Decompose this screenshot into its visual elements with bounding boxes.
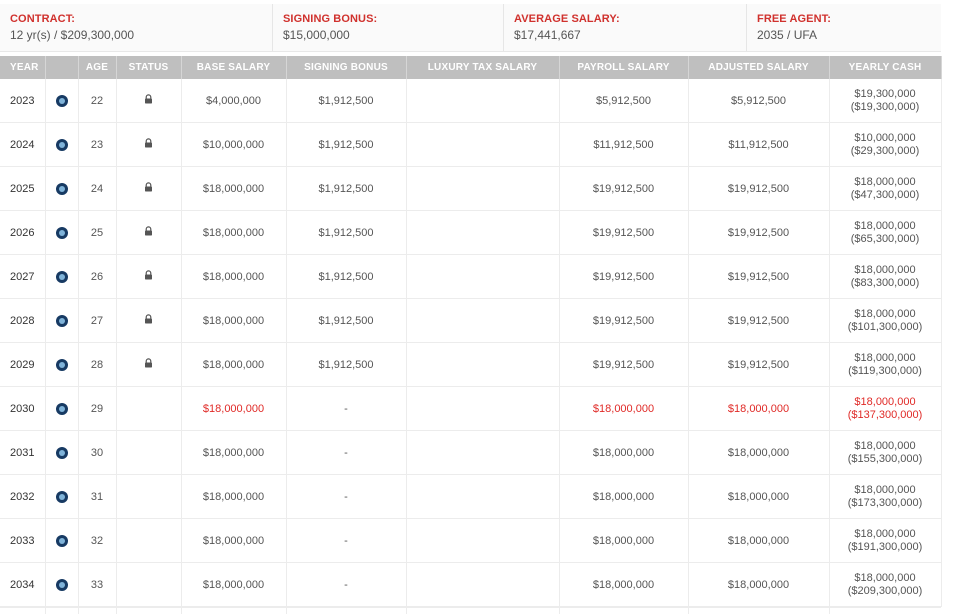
column-header-payroll-salary[interactable]: PAYROLL SALARY: [559, 56, 688, 79]
team-cell: [45, 343, 78, 387]
yearly-cash-cumulative: ($29,300,000): [850, 144, 920, 157]
table-row: [0, 123, 941, 167]
adjusted-salary-cell: $18,000,000: [688, 431, 829, 475]
yearly-cash-value: $18,000,000: [854, 527, 916, 540]
year-cell: 2029: [0, 343, 45, 387]
age-cell: 29: [78, 387, 116, 431]
luxury-tax-salary-cell: [406, 431, 559, 475]
yearly-cash-value: $18,000,000: [854, 483, 916, 496]
team-cell: [45, 123, 78, 167]
table-row: [0, 299, 941, 343]
base-salary-cell: $18,000,000: [181, 343, 286, 387]
age-cell: 31: [78, 475, 116, 519]
column-header-signing-bonus[interactable]: SIGNING BONUS: [286, 56, 406, 79]
year-cell: 2031: [0, 431, 45, 475]
team-cell: [45, 79, 78, 123]
signing-bonus-cell: $1,912,500: [286, 255, 406, 299]
table-body: [0, 79, 941, 607]
yearly-cash-value: $10,000,000: [854, 131, 916, 144]
column-header-luxury-tax-salary[interactable]: LUXURY TAX SALARY: [406, 56, 559, 79]
signing-bonus-cell: $1,912,500: [286, 299, 406, 343]
status-cell: [116, 79, 181, 123]
team-logo-icon[interactable]: [56, 227, 68, 239]
adjusted-salary-cell: $19,912,500: [688, 211, 829, 255]
yearly-cash-cell: [829, 519, 941, 563]
adjusted-salary-cell: $18,000,000: [688, 519, 829, 563]
lock-icon: [144, 314, 153, 327]
lock-icon: [144, 226, 153, 239]
luxury-tax-salary-cell: [406, 343, 559, 387]
yearly-cash-value: $18,000,000: [854, 351, 916, 364]
yearly-cash-value: $18,000,000: [854, 219, 916, 232]
signing-bonus-cell: -: [286, 519, 406, 563]
yearly-cash-cumulative: ($137,300,000): [847, 408, 923, 421]
yearly-cash-value: $18,000,000: [854, 439, 916, 452]
year-cell: 2033: [0, 519, 45, 563]
yearly-cash-cumulative: ($101,300,000): [847, 320, 923, 333]
table-row: [0, 167, 941, 211]
yearly-cash-cumulative: ($19,300,000): [850, 100, 920, 113]
team-cell: [45, 431, 78, 475]
yearly-cash-cell: [829, 255, 941, 299]
signing-bonus-cell: $1,912,500: [286, 211, 406, 255]
age-cell: 30: [78, 431, 116, 475]
team-cell: [45, 519, 78, 563]
status-cell: [116, 167, 181, 211]
header-row: [0, 56, 941, 79]
table-row: [0, 387, 941, 431]
yearly-cash-value: $18,000,000: [854, 307, 916, 320]
yearly-cash-value: $18,000,000: [854, 571, 916, 584]
base-salary-cell: $18,000,000: [181, 211, 286, 255]
table-row: [0, 519, 941, 563]
base-salary-cell: $18,000,000: [181, 519, 286, 563]
yearly-cash-cumulative: ($209,300,000): [847, 584, 923, 597]
table-row: [0, 563, 941, 607]
team-logo-icon[interactable]: [56, 315, 68, 327]
lock-icon: [144, 270, 153, 283]
table-row: [0, 79, 941, 123]
team-logo-icon[interactable]: [56, 183, 68, 195]
average-salary-label: AVERAGE SALARY:: [514, 13, 620, 25]
status-cell: [116, 211, 181, 255]
status-cell: [116, 563, 181, 607]
year-cell: 2028: [0, 299, 45, 343]
column-header-age[interactable]: AGE: [78, 56, 116, 79]
team-logo-icon[interactable]: [56, 359, 68, 371]
payroll-salary-cell: $18,000,000: [559, 519, 688, 563]
age-cell: 24: [78, 167, 116, 211]
team-logo-icon[interactable]: [56, 535, 68, 547]
signing-bonus-cell: -: [286, 431, 406, 475]
team-logo-icon[interactable]: [56, 579, 68, 591]
status-cell: [116, 255, 181, 299]
signing-bonus-label: SIGNING BONUS:: [283, 13, 378, 25]
yearly-cash-cumulative: ($47,300,000): [850, 188, 920, 201]
base-salary-cell: $18,000,000: [181, 387, 286, 431]
age-cell: 26: [78, 255, 116, 299]
team-cell: [45, 255, 78, 299]
column-header-base-salary[interactable]: BASE SALARY: [181, 56, 286, 79]
payroll-salary-cell: $18,000,000: [559, 387, 688, 431]
base-salary-cell: $18,000,000: [181, 563, 286, 607]
base-salary-cell: $18,000,000: [181, 255, 286, 299]
signing-bonus-cell: -: [286, 563, 406, 607]
adjusted-salary-cell: $18,000,000: [688, 387, 829, 431]
payroll-salary-cell: $18,000,000: [559, 563, 688, 607]
luxury-tax-salary-cell: [406, 123, 559, 167]
team-logo-icon[interactable]: [56, 139, 68, 151]
team-cell: [45, 387, 78, 431]
luxury-tax-salary-cell: [406, 519, 559, 563]
table-header: [0, 56, 941, 79]
year-cell: 2026: [0, 211, 45, 255]
lock-icon: [144, 138, 153, 151]
luxury-tax-salary-cell: [406, 211, 559, 255]
luxury-tax-salary-cell: [406, 299, 559, 343]
contract-value: 12 yr(s) / $209,300,000: [10, 28, 135, 42]
signing-bonus-cell: $1,912,500: [286, 167, 406, 211]
team-cell: [45, 167, 78, 211]
yearly-cash-value: $18,000,000: [854, 395, 916, 408]
signing-bonus-cell: $1,912,500: [286, 123, 406, 167]
yearly-cash-value: $19,300,000: [854, 87, 916, 100]
lock-icon: [144, 182, 153, 195]
payroll-salary-cell: $19,912,500: [559, 299, 688, 343]
signing-bonus-summary-cell: [273, 4, 504, 51]
base-salary-cell: $4,000,000: [181, 79, 286, 123]
payroll-salary-cell: $18,000,000: [559, 431, 688, 475]
year-cell: 2034: [0, 563, 45, 607]
age-cell: 32: [78, 519, 116, 563]
contract-breakdown-table: [0, 56, 942, 607]
status-cell: [116, 343, 181, 387]
table-row: [0, 211, 941, 255]
team-logo-icon[interactable]: [56, 95, 68, 107]
team-logo-icon[interactable]: [56, 491, 68, 503]
average-salary-value: $17,441,667: [514, 28, 581, 42]
table-row: [0, 255, 941, 299]
age-cell: 23: [78, 123, 116, 167]
contract-summary-cell: [0, 4, 273, 51]
year-cell: 2023: [0, 79, 45, 123]
luxury-tax-salary-cell: [406, 563, 559, 607]
base-salary-cell: $18,000,000: [181, 475, 286, 519]
yearly-cash-cell: [829, 563, 941, 607]
team-cell: [45, 299, 78, 343]
age-cell: 28: [78, 343, 116, 387]
payroll-salary-cell: $19,912,500: [559, 167, 688, 211]
payroll-salary-cell: $19,912,500: [559, 255, 688, 299]
age-cell: 33: [78, 563, 116, 607]
payroll-salary-cell: $18,000,000: [559, 475, 688, 519]
team-cell: [45, 563, 78, 607]
payroll-salary-cell: $5,912,500: [559, 79, 688, 123]
adjusted-salary-cell: $5,912,500: [688, 79, 829, 123]
status-cell: [116, 519, 181, 563]
signing-bonus-value: $15,000,000: [283, 28, 350, 42]
yearly-cash-cell: [829, 79, 941, 123]
yearly-cash-cumulative: ($191,300,000): [847, 540, 923, 553]
status-cell: [116, 431, 181, 475]
yearly-cash-cell: [829, 387, 941, 431]
status-cell: [116, 475, 181, 519]
yearly-cash-cell: [829, 431, 941, 475]
base-salary-cell: $10,000,000: [181, 123, 286, 167]
contract-summary: [0, 4, 941, 52]
adjusted-salary-cell: $18,000,000: [688, 475, 829, 519]
luxury-tax-salary-cell: [406, 79, 559, 123]
base-salary-cell: $18,000,000: [181, 431, 286, 475]
yearly-cash-cell: [829, 123, 941, 167]
status-cell: [116, 299, 181, 343]
adjusted-salary-cell: $18,000,000: [688, 563, 829, 607]
free-agent-value: 2035 / UFA: [757, 28, 818, 42]
team-cell: [45, 475, 78, 519]
adjusted-salary-cell: $19,912,500: [688, 255, 829, 299]
yearly-cash-cumulative: ($119,300,000): [848, 364, 922, 377]
table-row: [0, 343, 941, 387]
base-salary-cell: $18,000,000: [181, 299, 286, 343]
signing-bonus-cell: -: [286, 475, 406, 519]
age-cell: 25: [78, 211, 116, 255]
yearly-cash-cumulative: ($65,300,000): [850, 232, 920, 245]
team-logo-icon[interactable]: [56, 403, 68, 415]
signing-bonus-cell: $1,912,500: [286, 343, 406, 387]
contract-label: CONTRACT:: [10, 13, 76, 25]
payroll-salary-cell: $19,912,500: [559, 211, 688, 255]
yearly-cash-value: $18,000,000: [854, 263, 916, 276]
signing-bonus-cell: -: [286, 387, 406, 431]
team-logo-icon[interactable]: [56, 447, 68, 459]
yearly-cash-cell: [829, 475, 941, 519]
average-salary-summary-cell: [504, 4, 747, 51]
yearly-cash-cumulative: ($173,300,000): [847, 496, 923, 509]
yearly-cash-cell: [829, 167, 941, 211]
yearly-cash-cell: [829, 343, 941, 387]
year-cell: 2030: [0, 387, 45, 431]
lock-icon: [144, 94, 153, 107]
year-cell: 2024: [0, 123, 45, 167]
age-cell: 22: [78, 79, 116, 123]
year-cell: 2032: [0, 475, 45, 519]
yearly-cash-cumulative: ($155,300,000): [847, 452, 923, 465]
year-cell: 2027: [0, 255, 45, 299]
column-header-status[interactable]: STATUS: [116, 56, 181, 79]
payroll-salary-cell: $11,912,500: [559, 123, 688, 167]
free-agent-summary-cell: [747, 4, 941, 51]
luxury-tax-salary-cell: [406, 167, 559, 211]
payroll-salary-cell: $19,912,500: [559, 343, 688, 387]
yearly-cash-cell: [829, 211, 941, 255]
year-cell: 2025: [0, 167, 45, 211]
column-header-year[interactable]: YEAR: [0, 56, 45, 79]
luxury-tax-salary-cell: [406, 255, 559, 299]
adjusted-salary-cell: $19,912,500: [688, 343, 829, 387]
age-cell: 27: [78, 299, 116, 343]
team-logo-icon[interactable]: [56, 271, 68, 283]
status-cell: [116, 123, 181, 167]
column-header-adjusted-salary[interactable]: ADJUSTED SALARY: [688, 56, 829, 79]
signing-bonus-cell: $1,912,500: [286, 79, 406, 123]
column-header-yearly-cash[interactable]: YEARLY CASH: [829, 56, 941, 79]
luxury-tax-salary-cell: [406, 387, 559, 431]
free-agent-label: FREE AGENT:: [757, 13, 832, 25]
base-salary-cell: $18,000,000: [181, 167, 286, 211]
yearly-cash-cell: [829, 299, 941, 343]
adjusted-salary-cell: $19,912,500: [688, 167, 829, 211]
luxury-tax-salary-cell: [406, 475, 559, 519]
yearly-cash-cumulative: ($83,300,000): [850, 276, 920, 289]
column-header-team: [45, 56, 78, 79]
table-row: [0, 431, 941, 475]
yearly-cash-value: $18,000,000: [854, 175, 916, 188]
status-cell: [116, 387, 181, 431]
lock-icon: [144, 358, 153, 371]
adjusted-salary-cell: $11,912,500: [688, 123, 829, 167]
team-cell: [45, 211, 78, 255]
adjusted-salary-cell: $19,912,500: [688, 299, 829, 343]
table-row: [0, 475, 941, 519]
